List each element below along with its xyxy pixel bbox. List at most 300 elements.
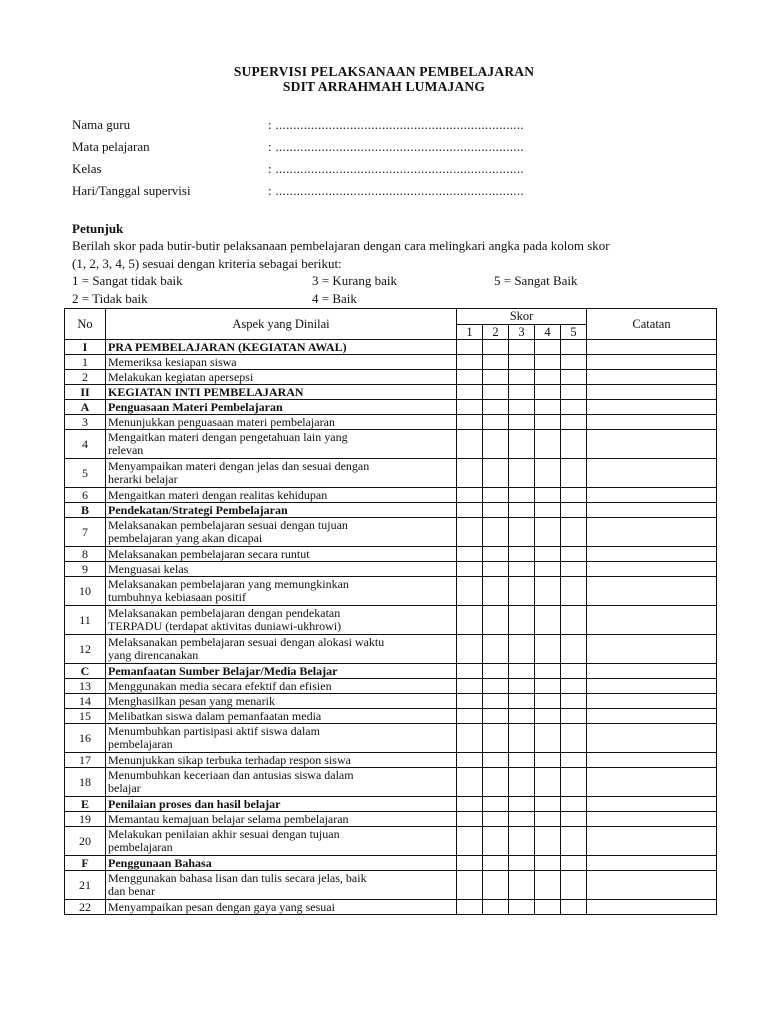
aspect-cell xyxy=(106,459,457,488)
aspect-text-line-1: Memeriksa kesiapan siswa xyxy=(108,354,237,369)
score-cell-2[interactable] xyxy=(483,355,509,370)
row-number: 1 xyxy=(65,355,106,370)
score-cell-5[interactable] xyxy=(561,577,587,606)
score-cell-3[interactable] xyxy=(509,503,535,518)
score-cell-4[interactable] xyxy=(535,635,561,664)
score-cell-5[interactable] xyxy=(561,518,587,547)
row-number: 2 xyxy=(65,370,106,385)
notes-cell[interactable] xyxy=(587,488,717,503)
table-row xyxy=(65,370,717,385)
score-cell-5[interactable] xyxy=(561,871,587,900)
header-score-3: 3 xyxy=(509,325,535,340)
aspect-text-line-1: Menghasilkan pesan yang menarik xyxy=(108,693,275,708)
aspect-text-line-1: Melakukan kegiatan apersepsi xyxy=(108,369,254,384)
aspect-cell xyxy=(106,709,457,724)
row-number: 19 xyxy=(65,812,106,827)
score-cell-1[interactable] xyxy=(457,459,483,488)
field-value-mata-pelajaran[interactable]: : ...................................................................... xyxy=(268,139,524,154)
table-row xyxy=(65,871,717,900)
notes-cell[interactable] xyxy=(587,768,717,797)
notes-cell[interactable] xyxy=(587,430,717,459)
score-cell-4[interactable] xyxy=(535,797,561,812)
score-cell-3[interactable] xyxy=(509,679,535,694)
score-cell-1[interactable] xyxy=(457,635,483,664)
aspect-text-line-1: Penilaian proses dan hasil belajar xyxy=(108,796,281,811)
aspect-cell xyxy=(106,679,457,694)
criteria-4: 4 = Baik xyxy=(312,291,357,306)
score-cell-3[interactable] xyxy=(509,415,535,430)
aspect-text-line-1: Menggunakan media secara efektif dan efisien xyxy=(108,678,332,693)
score-cell-4[interactable] xyxy=(535,430,561,459)
aspect-text-line-1: Melakukan penilaian akhir sesuai dengan tujuan xyxy=(108,827,340,841)
criteria-3: 3 = Kurang baik xyxy=(312,273,397,288)
row-number: 9 xyxy=(65,562,106,577)
row-number: 14 xyxy=(65,694,106,709)
score-cell-3[interactable] xyxy=(509,709,535,724)
score-cell-4[interactable] xyxy=(535,459,561,488)
score-cell-2[interactable] xyxy=(483,577,509,606)
score-cell-4[interactable] xyxy=(535,812,561,827)
score-cell-1[interactable] xyxy=(457,577,483,606)
score-cell-1[interactable] xyxy=(457,827,483,856)
score-cell-1[interactable] xyxy=(457,400,483,415)
score-cell-2[interactable] xyxy=(483,812,509,827)
notes-cell[interactable] xyxy=(587,503,717,518)
notes-cell[interactable] xyxy=(587,856,717,871)
notes-cell[interactable] xyxy=(587,827,717,856)
score-cell-3[interactable] xyxy=(509,856,535,871)
score-cell-1[interactable] xyxy=(457,812,483,827)
field-label-hari-tanggal: Hari/Tanggal supervisi xyxy=(72,183,191,198)
header-aspect: Aspek yang Dinilai xyxy=(106,309,457,340)
score-cell-3[interactable] xyxy=(509,430,535,459)
score-cell-5[interactable] xyxy=(561,797,587,812)
score-cell-3[interactable] xyxy=(509,694,535,709)
score-cell-3[interactable] xyxy=(509,635,535,664)
score-cell-4[interactable] xyxy=(535,856,561,871)
field-label-kelas: Kelas xyxy=(72,161,102,176)
table-row xyxy=(65,635,717,664)
score-cell-3[interactable] xyxy=(509,871,535,900)
score-cell-2[interactable] xyxy=(483,415,509,430)
score-cell-4[interactable] xyxy=(535,709,561,724)
score-cell-2[interactable] xyxy=(483,797,509,812)
aspect-text-line-1: Melaksanakan pembelajaran dengan pendekatan xyxy=(108,606,341,620)
score-cell-1[interactable] xyxy=(457,488,483,503)
aspect-text-line-1: Menyampaikan pesan dengan gaya yang sesuai xyxy=(108,899,335,914)
score-cell-2[interactable] xyxy=(483,370,509,385)
aspect-cell xyxy=(106,797,457,812)
notes-cell[interactable] xyxy=(587,340,717,355)
field-value-hari-tanggal[interactable]: : ...................................................................... xyxy=(268,183,524,198)
score-cell-1[interactable] xyxy=(457,709,483,724)
table-row xyxy=(65,724,717,753)
aspect-text-line-2: pembelajaran yang akan dicapai xyxy=(108,531,263,545)
score-cell-2[interactable] xyxy=(483,488,509,503)
score-cell-2[interactable] xyxy=(483,547,509,562)
aspect-cell xyxy=(106,753,457,768)
score-cell-1[interactable] xyxy=(457,370,483,385)
aspect-cell xyxy=(106,518,457,547)
field-value-kelas[interactable]: : ...................................................................... xyxy=(268,161,524,176)
table-row xyxy=(65,430,717,459)
aspect-text-line-1: KEGIATAN INTI PEMBELAJARAN xyxy=(108,384,304,399)
score-cell-1[interactable] xyxy=(457,679,483,694)
score-cell-3[interactable] xyxy=(509,753,535,768)
score-cell-5[interactable] xyxy=(561,488,587,503)
score-cell-1[interactable] xyxy=(457,694,483,709)
criteria-5: 5 = Sangat Baik xyxy=(494,273,578,288)
score-cell-3[interactable] xyxy=(509,606,535,635)
row-number: 13 xyxy=(65,679,106,694)
notes-cell[interactable] xyxy=(587,606,717,635)
score-cell-5[interactable] xyxy=(561,664,587,679)
section-row xyxy=(65,340,717,355)
score-cell-1[interactable] xyxy=(457,797,483,812)
score-cell-3[interactable] xyxy=(509,577,535,606)
aspect-text-line-1: Menumbuhkan keceriaan dan antusias siswa dalam xyxy=(108,768,354,782)
score-cell-3[interactable] xyxy=(509,400,535,415)
aspect-text-line-1: Melaksanakan pembelajaran yang memungkinkan xyxy=(108,577,349,591)
score-cell-5[interactable] xyxy=(561,547,587,562)
score-cell-3[interactable] xyxy=(509,768,535,797)
score-cell-5[interactable] xyxy=(561,768,587,797)
notes-cell[interactable] xyxy=(587,679,717,694)
aspect-cell xyxy=(106,430,457,459)
score-cell-4[interactable] xyxy=(535,562,561,577)
score-cell-4[interactable] xyxy=(535,827,561,856)
instructions-line-2: (1, 2, 3, 4, 5) sesuai dengan kriteria sebagai berikut: xyxy=(72,256,342,271)
score-cell-5[interactable] xyxy=(561,385,587,400)
score-cell-5[interactable] xyxy=(561,753,587,768)
score-cell-1[interactable] xyxy=(457,562,483,577)
table-row xyxy=(65,606,717,635)
assessment-table xyxy=(64,308,717,915)
aspect-cell xyxy=(106,635,457,664)
score-cell-3[interactable] xyxy=(509,518,535,547)
score-cell-3[interactable] xyxy=(509,459,535,488)
notes-cell[interactable] xyxy=(587,518,717,547)
aspect-text-line-1: Menyampaikan materi dengan jelas dan sesuai dengan xyxy=(108,459,370,473)
notes-cell[interactable] xyxy=(587,459,717,488)
score-cell-1[interactable] xyxy=(457,547,483,562)
score-cell-2[interactable] xyxy=(483,459,509,488)
score-cell-3[interactable] xyxy=(509,385,535,400)
score-cell-4[interactable] xyxy=(535,385,561,400)
table-row xyxy=(65,768,717,797)
table-body xyxy=(65,340,717,915)
score-cell-2[interactable] xyxy=(483,871,509,900)
notes-cell[interactable] xyxy=(587,797,717,812)
row-number: 7 xyxy=(65,518,106,547)
table-row xyxy=(65,518,717,547)
aspect-text-line-1: Penggunaan Bahasa xyxy=(108,855,212,870)
aspect-cell xyxy=(106,577,457,606)
score-cell-5[interactable] xyxy=(561,355,587,370)
score-cell-1[interactable] xyxy=(457,856,483,871)
notes-cell[interactable] xyxy=(587,415,717,430)
score-cell-2[interactable] xyxy=(483,635,509,664)
row-number: 22 xyxy=(65,900,106,915)
aspect-text-line-2: pembelajaran xyxy=(108,737,173,751)
score-cell-1[interactable] xyxy=(457,753,483,768)
score-cell-2[interactable] xyxy=(483,606,509,635)
score-cell-1[interactable] xyxy=(457,430,483,459)
score-cell-2[interactable] xyxy=(483,664,509,679)
aspect-cell xyxy=(106,488,457,503)
score-cell-2[interactable] xyxy=(483,724,509,753)
notes-cell[interactable] xyxy=(587,577,717,606)
score-cell-3[interactable] xyxy=(509,355,535,370)
score-cell-5[interactable] xyxy=(561,340,587,355)
score-cell-4[interactable] xyxy=(535,768,561,797)
instructions-line-1: Berilah skor pada butir-butir pelaksanaan pembelajaran dengan cara melingkari angka pada kolom skor xyxy=(72,238,610,253)
score-cell-3[interactable] xyxy=(509,827,535,856)
score-cell-4[interactable] xyxy=(535,340,561,355)
score-cell-1[interactable] xyxy=(457,768,483,797)
table-row xyxy=(65,827,717,856)
header-score-2: 2 xyxy=(483,325,509,340)
row-number: 3 xyxy=(65,415,106,430)
score-cell-1[interactable] xyxy=(457,871,483,900)
score-cell-1[interactable] xyxy=(457,503,483,518)
aspect-cell xyxy=(106,400,457,415)
field-value-nama-guru[interactable]: : ...................................................................... xyxy=(268,117,524,132)
row-number: F xyxy=(65,856,106,871)
notes-cell[interactable] xyxy=(587,370,717,385)
score-cell-5[interactable] xyxy=(561,724,587,753)
notes-cell[interactable] xyxy=(587,900,717,915)
score-cell-4[interactable] xyxy=(535,900,561,915)
table-row xyxy=(65,562,717,577)
score-cell-2[interactable] xyxy=(483,753,509,768)
score-cell-1[interactable] xyxy=(457,385,483,400)
score-cell-5[interactable] xyxy=(561,503,587,518)
aspect-text-line-2: belajar xyxy=(108,781,141,795)
score-cell-5[interactable] xyxy=(561,400,587,415)
notes-cell[interactable] xyxy=(587,385,717,400)
row-number: B xyxy=(65,503,106,518)
score-cell-1[interactable] xyxy=(457,355,483,370)
aspect-text-line-1: Memantau kemajuan belajar selama pembelajaran xyxy=(108,811,349,826)
score-cell-4[interactable] xyxy=(535,679,561,694)
section-row xyxy=(65,797,717,812)
aspect-cell xyxy=(106,812,457,827)
header-no: No xyxy=(65,309,106,340)
score-cell-3[interactable] xyxy=(509,370,535,385)
notes-cell[interactable] xyxy=(587,694,717,709)
aspect-text-line-1: Pemanfaatan Sumber Belajar/Media Belajar xyxy=(108,663,338,678)
aspect-text-line-2: relevan xyxy=(108,443,144,457)
aspect-cell xyxy=(106,871,457,900)
notes-cell[interactable] xyxy=(587,547,717,562)
score-cell-3[interactable] xyxy=(509,547,535,562)
score-cell-5[interactable] xyxy=(561,694,587,709)
table-row xyxy=(65,547,717,562)
row-number: 8 xyxy=(65,547,106,562)
table-row xyxy=(65,900,717,915)
score-cell-1[interactable] xyxy=(457,724,483,753)
notes-cell[interactable] xyxy=(587,400,717,415)
score-cell-4[interactable] xyxy=(535,547,561,562)
notes-cell[interactable] xyxy=(587,709,717,724)
score-cell-3[interactable] xyxy=(509,812,535,827)
score-cell-2[interactable] xyxy=(483,430,509,459)
score-cell-4[interactable] xyxy=(535,503,561,518)
score-cell-4[interactable] xyxy=(535,518,561,547)
row-number: E xyxy=(65,797,106,812)
score-cell-4[interactable] xyxy=(535,577,561,606)
school-name: SDIT ARRAHMAH LUMAJANG xyxy=(282,79,486,94)
aspect-cell xyxy=(106,355,457,370)
score-cell-4[interactable] xyxy=(535,606,561,635)
row-number: 18 xyxy=(65,768,106,797)
row-number: 12 xyxy=(65,635,106,664)
score-cell-4[interactable] xyxy=(535,664,561,679)
aspect-text-line-1: Mengaitkan materi dengan realitas kehidupan xyxy=(108,487,328,502)
aspect-text-line-1: Menumbuhkan partisipasi aktif siswa dalam xyxy=(108,724,320,738)
row-number: 5 xyxy=(65,459,106,488)
score-cell-2[interactable] xyxy=(483,856,509,871)
table-row xyxy=(65,679,717,694)
score-cell-2[interactable] xyxy=(483,385,509,400)
notes-cell[interactable] xyxy=(587,871,717,900)
score-cell-4[interactable] xyxy=(535,400,561,415)
aspect-cell xyxy=(106,664,457,679)
notes-cell[interactable] xyxy=(587,355,717,370)
score-cell-5[interactable] xyxy=(561,430,587,459)
aspect-text-line-1: Mengaitkan materi dengan pengetahuan lain yang xyxy=(108,430,348,444)
row-number: 17 xyxy=(65,753,106,768)
aspect-cell xyxy=(106,606,457,635)
score-cell-1[interactable] xyxy=(457,340,483,355)
score-cell-4[interactable] xyxy=(535,488,561,503)
score-cell-3[interactable] xyxy=(509,340,535,355)
aspect-text-line-2: tumbuhnya kebiasaan positif xyxy=(108,590,246,604)
score-cell-2[interactable] xyxy=(483,518,509,547)
score-cell-4[interactable] xyxy=(535,724,561,753)
aspect-cell xyxy=(106,547,457,562)
score-cell-5[interactable] xyxy=(561,856,587,871)
aspect-text-line-1: Menunjukkan penguasaan materi pembelajaran xyxy=(108,414,335,429)
score-cell-4[interactable] xyxy=(535,370,561,385)
score-cell-5[interactable] xyxy=(561,679,587,694)
score-cell-5[interactable] xyxy=(561,415,587,430)
section-row xyxy=(65,400,717,415)
score-cell-4[interactable] xyxy=(535,415,561,430)
score-cell-5[interactable] xyxy=(561,562,587,577)
aspect-text-line-2: herarki belajar xyxy=(108,472,178,486)
row-number: 10 xyxy=(65,577,106,606)
score-cell-4[interactable] xyxy=(535,694,561,709)
row-number: 20 xyxy=(65,827,106,856)
field-label-mata-pelajaran: Mata pelajaran xyxy=(72,139,150,154)
aspect-text-line-1: Penguasaan Materi Pembelajaran xyxy=(108,399,283,414)
row-number: C xyxy=(65,664,106,679)
score-cell-2[interactable] xyxy=(483,694,509,709)
score-cell-4[interactable] xyxy=(535,753,561,768)
score-cell-5[interactable] xyxy=(561,812,587,827)
header-score-4: 4 xyxy=(535,325,561,340)
instructions-heading: Petunjuk xyxy=(72,221,124,236)
score-cell-5[interactable] xyxy=(561,709,587,724)
table-row xyxy=(65,812,717,827)
aspect-text-line-1: Pendekatan/Strategi Pembelajaran xyxy=(108,502,288,517)
aspect-cell xyxy=(106,503,457,518)
table-row xyxy=(65,459,717,488)
score-cell-5[interactable] xyxy=(561,606,587,635)
score-cell-2[interactable] xyxy=(483,679,509,694)
aspect-cell xyxy=(106,768,457,797)
score-cell-2[interactable] xyxy=(483,827,509,856)
score-cell-5[interactable] xyxy=(561,900,587,915)
score-cell-3[interactable] xyxy=(509,664,535,679)
aspect-cell xyxy=(106,562,457,577)
score-cell-1[interactable] xyxy=(457,664,483,679)
notes-cell[interactable] xyxy=(587,635,717,664)
aspect-text-line-1: Menggunakan bahasa lisan dan tulis secara jelas, baik xyxy=(108,871,367,885)
score-cell-5[interactable] xyxy=(561,459,587,488)
score-cell-2[interactable] xyxy=(483,709,509,724)
score-cell-2[interactable] xyxy=(483,340,509,355)
score-cell-3[interactable] xyxy=(509,900,535,915)
score-cell-2[interactable] xyxy=(483,503,509,518)
header-score-1: 1 xyxy=(457,325,483,340)
table-row xyxy=(65,488,717,503)
section-row xyxy=(65,385,717,400)
notes-cell[interactable] xyxy=(587,753,717,768)
score-cell-4[interactable] xyxy=(535,355,561,370)
score-cell-5[interactable] xyxy=(561,827,587,856)
row-number: II xyxy=(65,385,106,400)
row-number: A xyxy=(65,400,106,415)
score-cell-1[interactable] xyxy=(457,518,483,547)
table-row xyxy=(65,694,717,709)
score-cell-1[interactable] xyxy=(457,900,483,915)
score-cell-2[interactable] xyxy=(483,562,509,577)
score-cell-5[interactable] xyxy=(561,370,587,385)
section-row xyxy=(65,503,717,518)
aspect-cell xyxy=(106,694,457,709)
score-cell-2[interactable] xyxy=(483,900,509,915)
notes-cell[interactable] xyxy=(587,562,717,577)
notes-cell[interactable] xyxy=(587,724,717,753)
aspect-cell xyxy=(106,856,457,871)
score-cell-1[interactable] xyxy=(457,415,483,430)
score-cell-1[interactable] xyxy=(457,606,483,635)
score-cell-2[interactable] xyxy=(483,400,509,415)
aspect-cell xyxy=(106,724,457,753)
criteria-2: 2 = Tidak baik xyxy=(72,291,148,306)
header-score-5: 5 xyxy=(561,325,587,340)
row-number: 6 xyxy=(65,488,106,503)
score-cell-5[interactable] xyxy=(561,635,587,664)
aspect-cell xyxy=(106,340,457,355)
aspect-text-line-1: Melaksanakan pembelajaran secara runtut xyxy=(108,546,310,561)
score-cell-3[interactable] xyxy=(509,562,535,577)
notes-cell[interactable] xyxy=(587,664,717,679)
score-cell-2[interactable] xyxy=(483,768,509,797)
notes-cell[interactable] xyxy=(587,812,717,827)
aspect-text-line-1: PRA PEMBELAJARAN (KEGIATAN AWAL) xyxy=(108,339,347,354)
score-cell-3[interactable] xyxy=(509,797,535,812)
score-cell-3[interactable] xyxy=(509,724,535,753)
aspect-text-line-2: yang direncanakan xyxy=(108,648,199,662)
aspect-text-line-2: dan benar xyxy=(108,884,155,898)
table-row xyxy=(65,709,717,724)
score-cell-3[interactable] xyxy=(509,488,535,503)
score-cell-4[interactable] xyxy=(535,871,561,900)
